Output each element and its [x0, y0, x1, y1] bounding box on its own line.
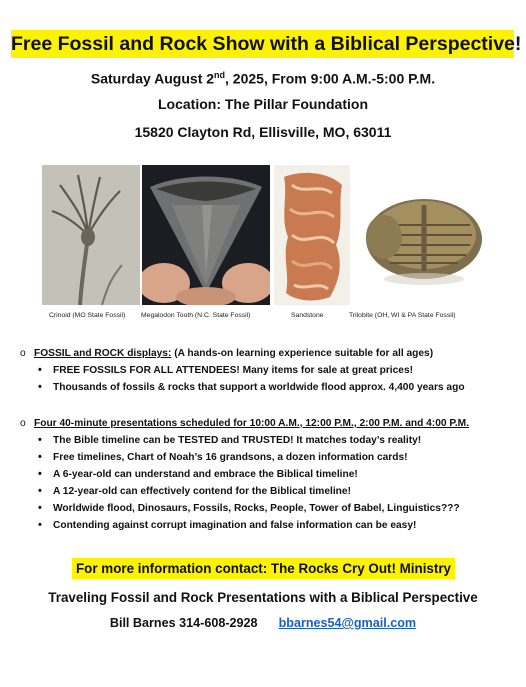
- photo-caption-sandstone: Sandstone: [291, 312, 324, 319]
- date-prefix: Saturday August 2: [90, 70, 215, 87]
- photo-caption-crinoid: Crinoid (MO State Fossil): [49, 312, 126, 319]
- section-displays: [20, 348, 433, 359]
- sandstone-photo: [274, 165, 350, 305]
- circle-bullet-icon: o: [20, 348, 26, 359]
- section-displays-subtext: (A hands-on learning experience suitable for all ages): [171, 348, 434, 359]
- circle-bullet-icon: o: [20, 418, 26, 429]
- section-presentations-heading: Four 40-minute presentations scheduled for 10:00 A.M., 12:00 P.M., 2:00 P.M. and 4:00 P.M.: [34, 418, 469, 429]
- megalodon-tooth-photo: [142, 165, 270, 305]
- list-item: • Free timelines, Chart of Noah’s 16 grandsons, a dozen information cards!: [53, 452, 408, 463]
- section-presentations: [20, 418, 469, 429]
- list-item: • The Bible timeline can be TESTED and TRUSTED! It matches today’s reality!: [53, 435, 421, 446]
- event-date: [0, 70, 526, 87]
- event-location: Location: The Pillar Foundation: [158, 96, 368, 112]
- list-item: • FREE FOSSILS FOR ALL ATTENDEES! Many items for sale at great prices!: [53, 365, 413, 376]
- list-item: • A 6-year-old can understand and embrace the Biblical timeline!: [53, 469, 358, 480]
- list-item: • A 12-year-old can effectively contend for the Biblical timeline!: [53, 486, 351, 497]
- photo-caption-megalodon: Megalodon Tooth (N.C. State Fossil): [141, 312, 251, 319]
- flyer-title: Free Fossil and Rock Show with a Biblical Perspective!: [11, 30, 514, 58]
- trilobite-photo: [354, 165, 490, 305]
- photo-caption-trilobite: Trilobite (OH, WI & PA State Fossil): [349, 312, 456, 319]
- list-item: • Worldwide flood, Dinosaurs, Fossils, Rocks, People, Tower of Babel, Linguistics???: [53, 503, 460, 514]
- footer-tagline: Traveling Fossil and Rock Presentations with a Biblical Perspective: [48, 590, 478, 605]
- list-item: • Contending against corrupt imagination and false information can be easy!: [53, 520, 416, 531]
- date-suffix: , 2025, From 9:00 A.M.-5:00 P.M.: [225, 70, 436, 87]
- event-address: 15820 Clayton Rd, Ellisville, MO, 63011: [134, 124, 392, 140]
- list-item: • Thousands of fossils & rocks that support a worldwide flood approx. 4,400 years ago: [53, 382, 465, 393]
- section-displays-heading: FOSSIL and ROCK displays:: [34, 348, 172, 359]
- contact-email-link[interactable]: bbarnes54@gmail.com: [278, 616, 417, 630]
- contact-name-phone: Bill Barnes 314-608-2928: [109, 616, 258, 630]
- crinoid-fossil-photo: [42, 165, 140, 305]
- date-superscript: nd: [214, 70, 226, 80]
- footer-contact-line: [0, 616, 526, 630]
- photo-strip: [42, 165, 490, 305]
- contact-banner: For more information contact: The Rocks Cry Out! Ministry: [72, 558, 455, 579]
